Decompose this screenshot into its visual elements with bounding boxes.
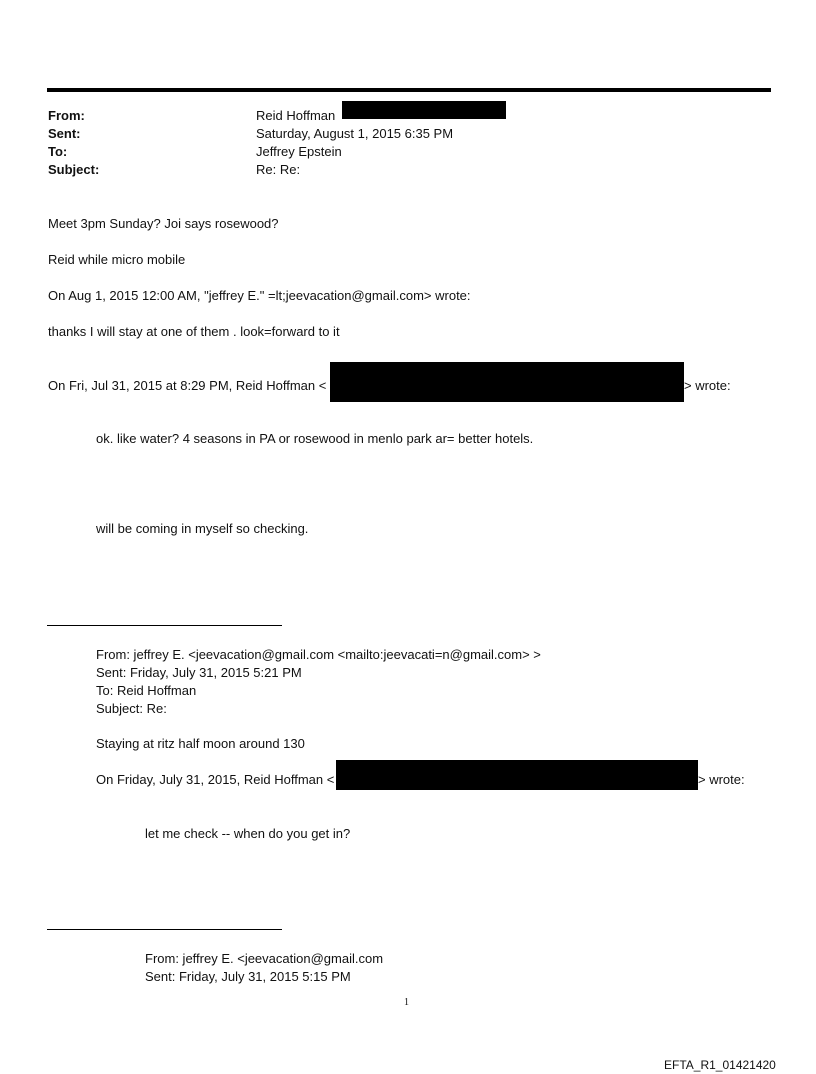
forward-to: To: Reid Hoffman bbox=[96, 683, 197, 698]
to-label: To: bbox=[48, 144, 68, 159]
redaction-block bbox=[336, 760, 698, 790]
forward-reply-suffix: > wrote: bbox=[698, 772, 745, 787]
sent-value: Saturday, August 1, 2015 6:35 PM bbox=[256, 126, 454, 141]
from-label: From: bbox=[48, 108, 85, 123]
body-line: thanks I will stay at one of them . look=forward to it bbox=[48, 324, 340, 339]
body-line: Reid while micro mobile bbox=[48, 252, 186, 267]
from-value: Reid Hoffman bbox=[256, 108, 336, 123]
quoted-line: ok. like water? 4 seasons in PA or rosewood in menlo park ar= better hotels. bbox=[96, 431, 534, 446]
forward-reply-prefix: On Friday, July 31, 2015, Reid Hoffman < bbox=[96, 772, 335, 787]
forward-subject: Subject: Re: bbox=[96, 701, 167, 716]
forward-body: Staying at ritz half moon around 130 bbox=[96, 736, 305, 751]
forward-from: From: jeffrey E. <jeevacation@gmail.com <mailto:jeevacati=n@gmail.com> > bbox=[96, 647, 541, 662]
redaction-block bbox=[342, 101, 506, 119]
separator-line bbox=[47, 929, 282, 930]
forward-sent: Sent: Friday, July 31, 2015 5:15 PM bbox=[145, 969, 351, 984]
body-line: On Aug 1, 2015 12:00 AM, "jeffrey E." =lt;jeevacation@gmail.com> wrote: bbox=[48, 288, 471, 303]
top-rule bbox=[47, 88, 771, 92]
page-number: 1 bbox=[404, 997, 409, 1008]
reply-header-prefix: On Fri, Jul 31, 2015 at 8:29 PM, Reid Hoffman < bbox=[48, 378, 327, 393]
subject-value: Re: Re: bbox=[256, 162, 301, 177]
document-id: EFTA_R1_01421420 bbox=[664, 1058, 776, 1072]
quoted-line: let me check -- when do you get in? bbox=[145, 826, 351, 841]
forward-from: From: jeffrey E. <jeevacation@gmail.com bbox=[145, 951, 384, 966]
body-line: Meet 3pm Sunday? Joi says rosewood? bbox=[48, 216, 279, 231]
to-value: Jeffrey Epstein bbox=[256, 144, 342, 159]
subject-label: Subject: bbox=[48, 162, 100, 177]
quoted-line: will be coming in myself so checking. bbox=[96, 521, 309, 536]
separator-line bbox=[47, 625, 282, 626]
sent-label: Sent: bbox=[48, 126, 81, 141]
redaction-block bbox=[330, 362, 684, 402]
reply-header-suffix: > wrote: bbox=[684, 378, 731, 393]
forward-sent: Sent: Friday, July 31, 2015 5:21 PM bbox=[96, 665, 302, 680]
